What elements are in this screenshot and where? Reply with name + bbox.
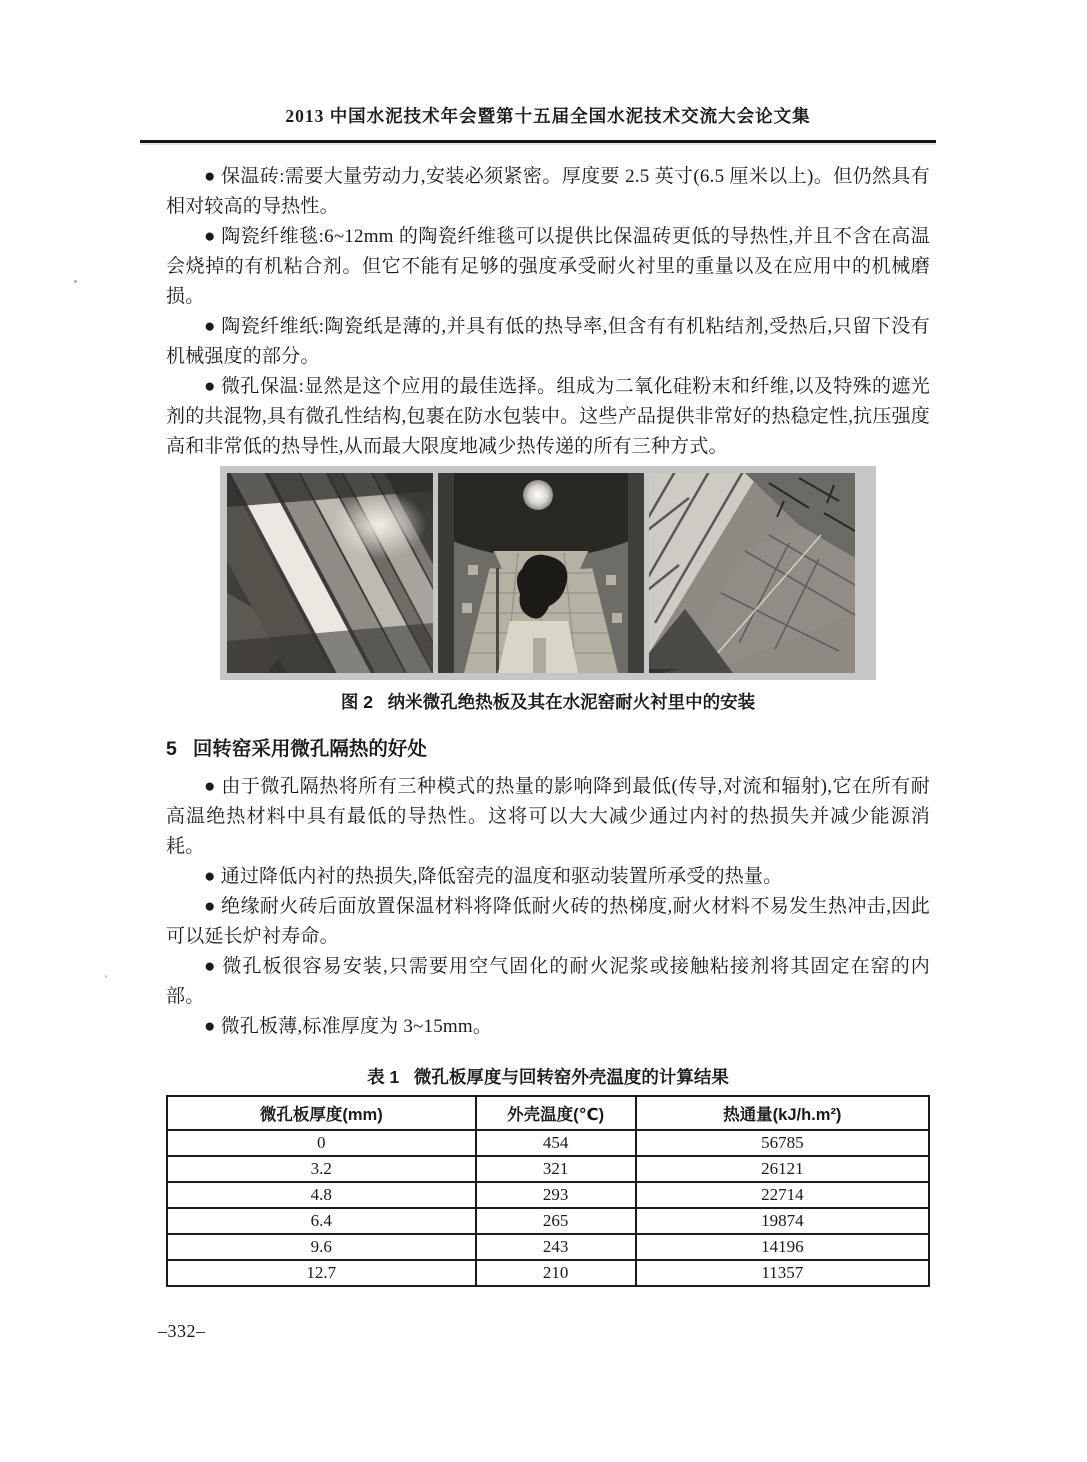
section-heading-benefits (166, 736, 930, 762)
photo-microporous-panels (227, 473, 433, 673)
column-header-panel-thickness: 微孔板厚度(mm) (167, 1096, 476, 1130)
photo-kiln-lining-installation (438, 473, 644, 673)
column-header-shell-temperature: 外壳温度(℃) (476, 1096, 636, 1130)
cell-heat-flux: 11357 (636, 1260, 929, 1286)
table-row (167, 1234, 929, 1260)
section-number: 5 (166, 738, 177, 760)
bullet-lower-shell-temperature: ● 通过降低内衬的热损失,降低窑壳的温度和驱动装置所承受的热量。 (204, 866, 783, 887)
paragraph-microporous-insulation: ● 微孔保温:显然是这个应用的最佳选择。组成为二氧化硅粉末和纤维,以及特殊的遮光剂的共混物,具有微孔性结构,包裹在防水包装中。这些产品提供非常好的热稳定性,抗压强度高和非常低的热导性,从而最大限度地减少热传递的所有三种方式。 (166, 376, 930, 457)
figure-caption: 图 2 纳米微孔绝热板及其在水泥窑耐火衬里中的安装 (340, 692, 756, 712)
table-row (167, 1208, 929, 1234)
cell-heat-flux: 56785 (636, 1130, 929, 1156)
section-title: 回转窑采用微孔隔热的好处 (192, 738, 427, 760)
scan-speck (74, 280, 77, 283)
column-header-heat-flux: 热通量(kJ/h.m²) (636, 1096, 929, 1130)
table-title: 表 1 微孔板厚度与回转窑外壳温度的计算结果 (367, 1067, 729, 1087)
cell-heat-flux: 26121 (636, 1156, 929, 1182)
cell-heat-flux: 14196 (636, 1234, 929, 1260)
figure-photo-strip (220, 466, 876, 680)
bullet-thermal-gradient: ● 绝缘耐火砖后面放置保温材料将降低耐火砖的热梯度,耐火材料不易发生热冲击,因此可以延长炉衬寿命。 (166, 896, 930, 947)
cell-heat-flux: 19874 (636, 1208, 929, 1234)
bullet-thin-panels: ● 微孔板薄,标准厚度为 3~15mm。 (204, 1016, 493, 1037)
paragraph-ceramic-fiber-blanket: ● 陶瓷纤维毯:6~12mm 的陶瓷纤维毯可以提供比保温砖更低的导热性,并且不含在高温会烧掉的有机粘合剂。但它不能有足够的强度承受耐火衬里的重量以及在应用中的机械磨损。 (166, 226, 930, 307)
cell-thickness: 4.8 (167, 1182, 476, 1208)
table-row (167, 1260, 929, 1286)
cell-temperature: 293 (476, 1182, 636, 1208)
cell-thickness: 6.4 (167, 1208, 476, 1234)
cell-temperature: 321 (476, 1156, 636, 1182)
cell-thickness: 0 (167, 1130, 476, 1156)
header-title: 2013 中国水泥技术年会暨第十五届全国水泥技术交流大会论文集 (285, 106, 811, 126)
cell-thickness: 9.6 (167, 1234, 476, 1260)
photo-brick-lining (649, 473, 855, 673)
header-rule (140, 140, 936, 143)
page-number: –332– (158, 1321, 206, 1341)
cell-temperature: 265 (476, 1208, 636, 1234)
results-table (166, 1095, 930, 1287)
cell-temperature: 243 (476, 1234, 636, 1260)
cell-temperature: 210 (476, 1260, 636, 1286)
cell-heat-flux: 22714 (636, 1182, 929, 1208)
table-header-row (167, 1096, 929, 1130)
bullet-lowest-conductivity: ● 由于微孔隔热将所有三种模式的热量的影响降到最低(传导,对流和辐射),它在所有耐高温绝热材料中具有最低的导热性。这将可以大大减少通过内衬的热损失并减少能源消耗。 (166, 776, 930, 857)
bullet-easy-installation: ● 微孔板很容易安装,只需要用空气固化的耐火泥浆或接触粘接剂将其固定在窑的内部。 (166, 956, 930, 1007)
cell-thickness: 3.2 (167, 1156, 476, 1182)
scan-speck (105, 975, 107, 978)
paragraph-ceramic-fiber-paper: ● 陶瓷纤维纸:陶瓷纸是薄的,并具有低的热导率,但含有有机粘结剂,受热后,只留下没有机械强度的部分。 (166, 316, 930, 367)
table-row (167, 1130, 929, 1156)
cell-temperature: 454 (476, 1130, 636, 1156)
table-row (167, 1182, 929, 1208)
table-row (167, 1156, 929, 1182)
paragraph-insulating-brick: ● 保温砖:需要大量劳动力,安装必须紧密。厚度要 2.5 英寸(6.5 厘米以上)。但仍然具有相对较高的导热性。 (166, 166, 930, 217)
cell-thickness: 12.7 (167, 1260, 476, 1286)
